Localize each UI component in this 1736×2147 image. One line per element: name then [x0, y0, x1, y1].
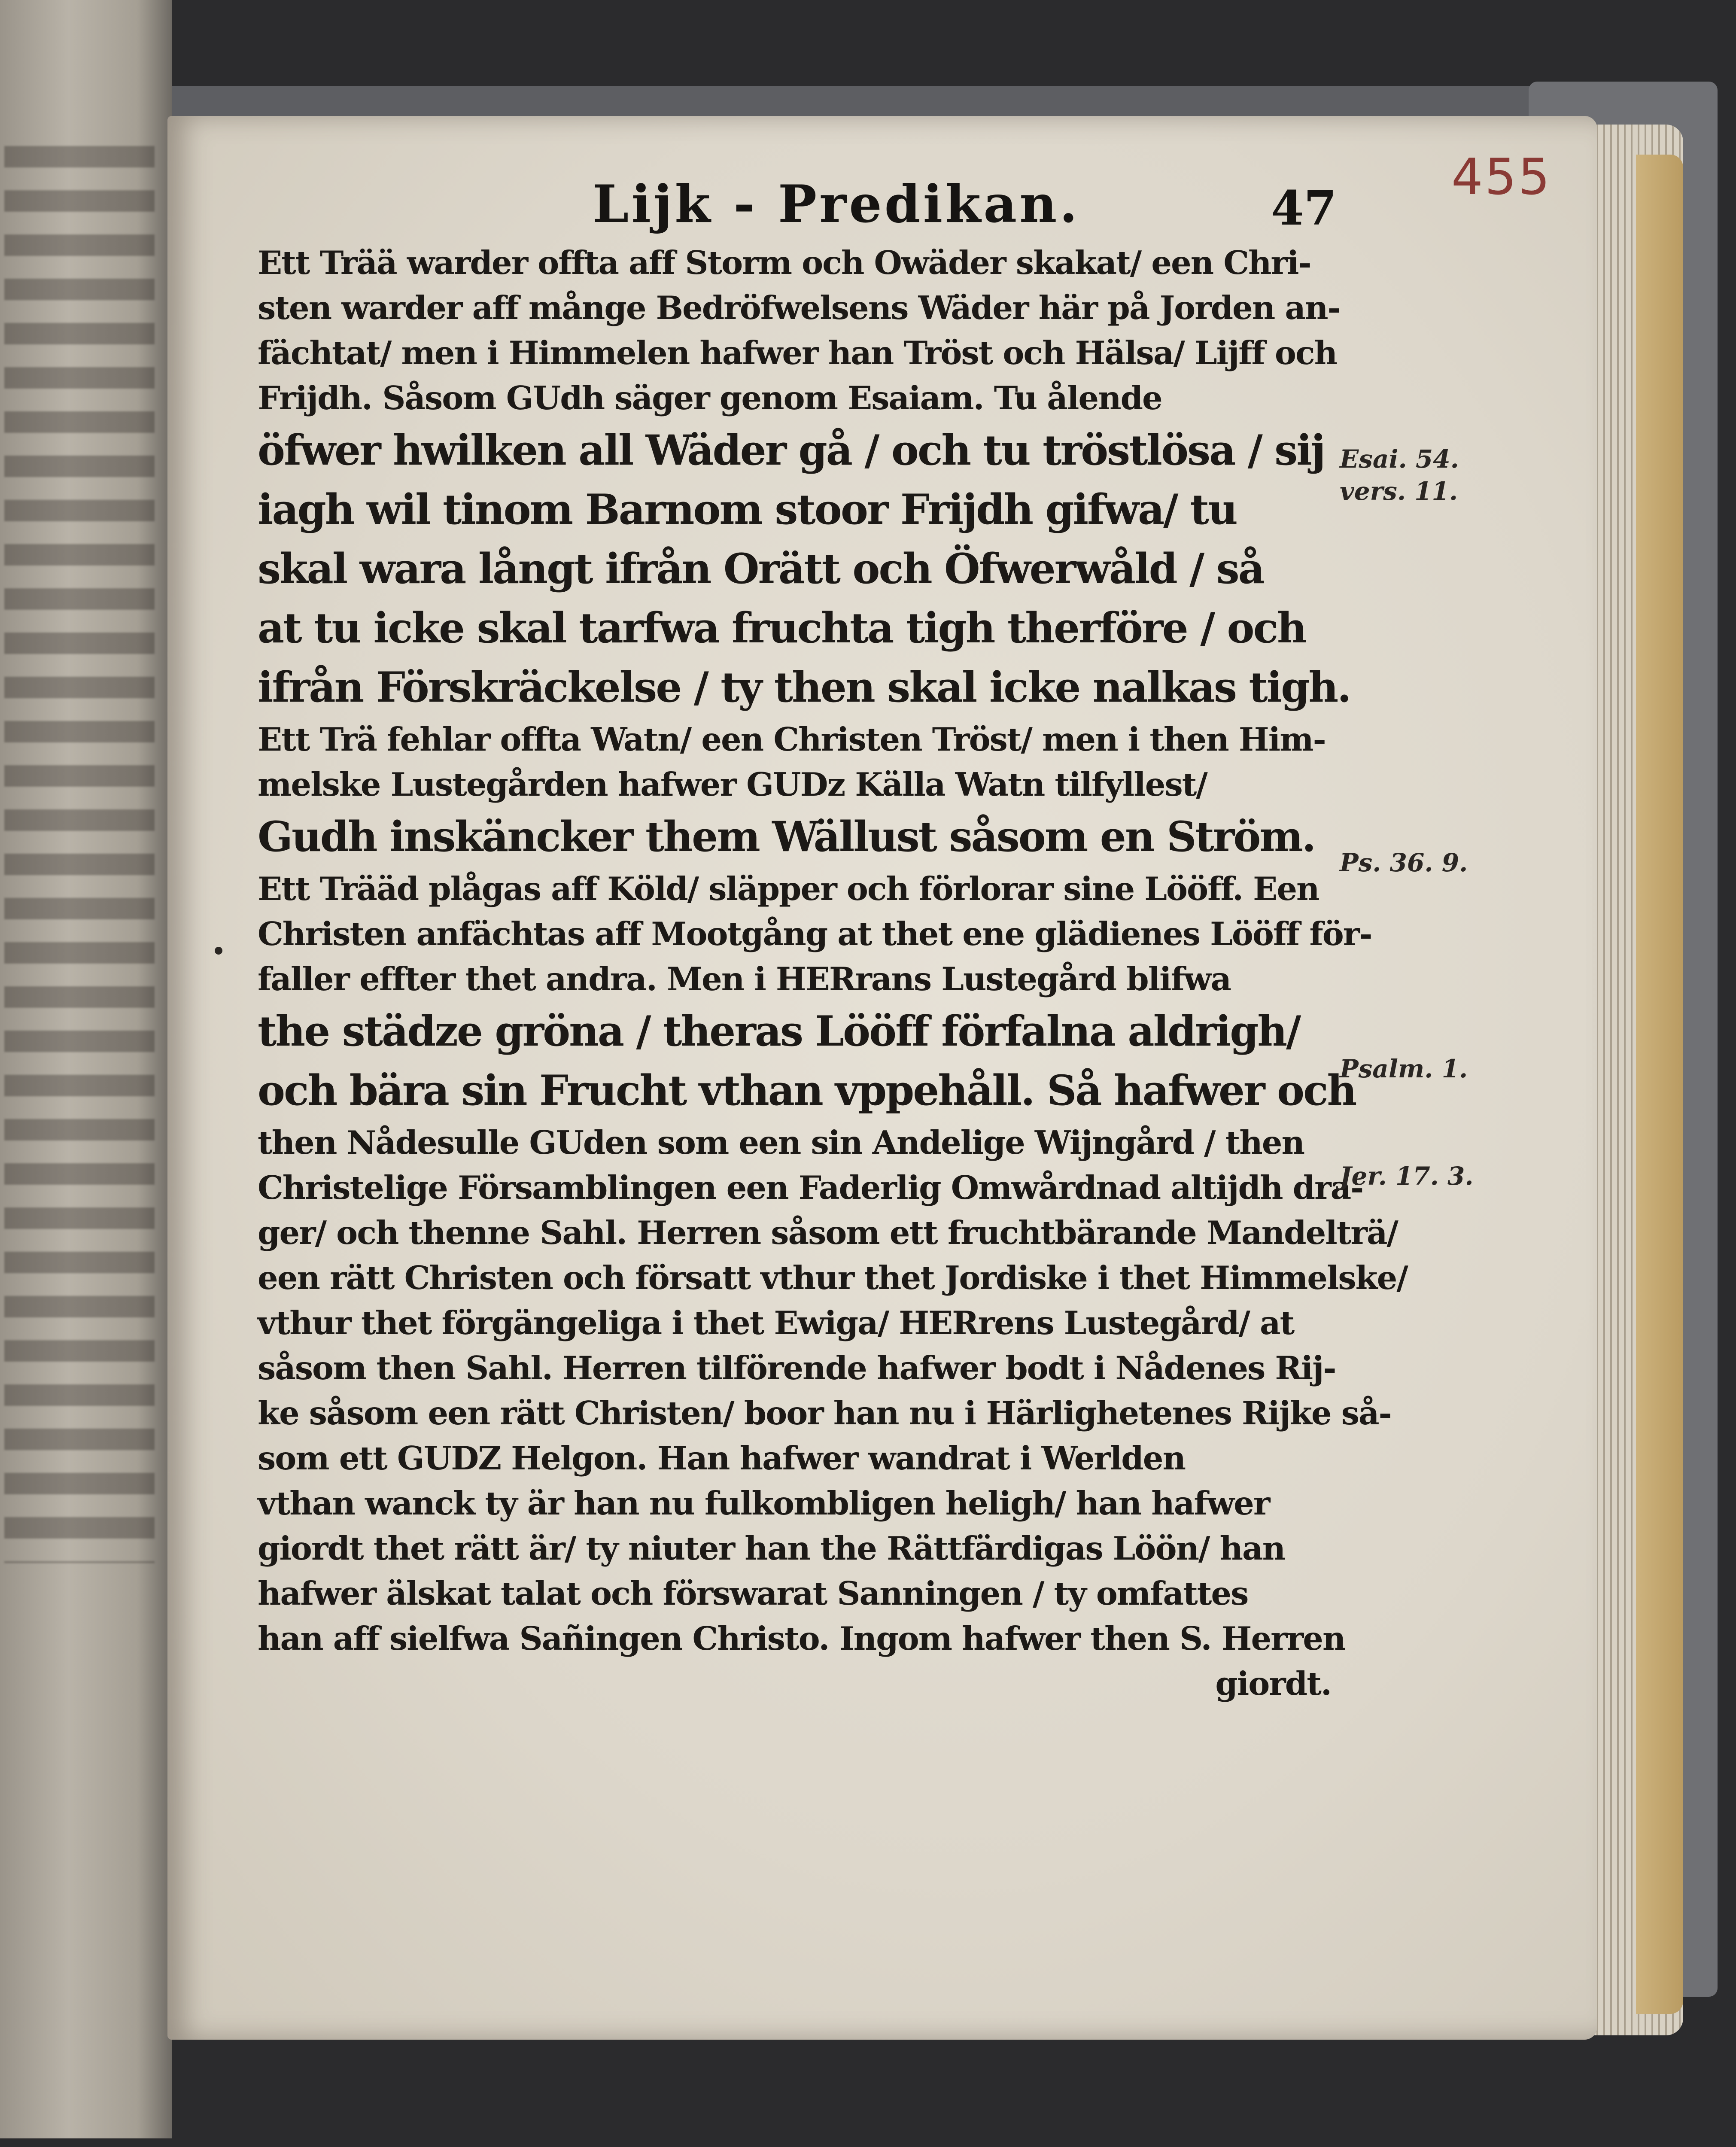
margin-note-vers-11: vers. 11. [1340, 477, 1458, 506]
text-line: vthur thet förgängeliga i thet Ewiga/ HERrens Lustegård/ at [258, 1304, 1294, 1342]
text-line: Frijdh. Såsom GUdh säger genom Esaiam. Tu ålende [258, 379, 1162, 417]
text-line: Christen anfächtas aff Mootgång at thet ene glädienes Lööff för- [258, 915, 1372, 953]
text-line: at tu icke skal tarfwa fruchta tigh therföre / och [258, 604, 1306, 652]
text-line: giordt thet rätt är/ ty niuter han the Rättfärdigas Löön/ han [258, 1530, 1285, 1567]
text-line: een rätt Christen och försatt vthur thet Jordiske i thet Himmelske/ [258, 1259, 1408, 1297]
page-number: 47 [1271, 180, 1337, 236]
text-line: Ett Trääd plågas aff Köld/ släpper och förlorar sine Lööff. Een [258, 870, 1319, 908]
text-line: fächtat/ men i Himmelen hafwer han Tröst och Hälsa/ Lijff och [258, 334, 1337, 372]
text-line: ifrån Förskräckelse / ty then skal icke nalkas tigh. [258, 663, 1350, 712]
margin-dot [215, 947, 222, 955]
text-line: ke såsom een rätt Christen/ boor han nu i Härlighetenes Rijke så- [258, 1394, 1391, 1432]
text-line: Ett Trää warder offta aff Storm och Owäder skakat/ een Chri- [258, 244, 1311, 282]
text-line: giordt. [1215, 1665, 1331, 1703]
running-head: Lijk - Predikan. [593, 174, 1080, 234]
facing-page-left [0, 0, 172, 2138]
text-line: vthan wanck ty är han nu fulkombligen heligh/ han hafwer [258, 1484, 1270, 1522]
folio-number: 455 [1451, 148, 1552, 206]
margin-note-jer-17: Jer. 17. 3. [1340, 1162, 1474, 1191]
text-line: sten warder aff månge Bedröfwelsens Wäder här på Jorden an- [258, 289, 1340, 327]
text-line: faller effter thet andra. Men i HERrans Lustegård blifwa [258, 960, 1231, 998]
margin-note-ps-36: Ps. 36. 9. [1340, 848, 1468, 877]
text-line: Gudh inskäncker them Wällust såsom en Ström. [258, 812, 1315, 861]
text-line: som ett GUDZ Helgon. Han hafwer wandrat i Werlden [258, 1439, 1185, 1477]
margin-note-psalm-1: Psalm. 1. [1340, 1054, 1468, 1083]
facing-page-text-edge [4, 146, 155, 1563]
text-line: iagh wil tinom Barnom stoor Frijdh gifwa/ tu [258, 485, 1237, 534]
text-line: ger/ och thenne Sahl. Herren såsom ett fruchtbärande Mandelträ/ [258, 1214, 1398, 1252]
text-line: skal wara långt ifrån Orätt och Öfwerwåld / så [258, 544, 1264, 593]
text-line: öfwer hwilken all Wäder gå / och tu tröstlösa / sij [258, 426, 1325, 474]
text-line: såsom then Sahl. Herren tilförende hafwer bodt i Nådenes Rij- [258, 1349, 1336, 1387]
text-line: och bära sin Frucht vthan vppehåll. Så hafwer och [258, 1066, 1356, 1115]
page-block-gilt-edge [1636, 155, 1683, 2014]
text-line: Christelige Församblingen een Faderlig Omwårdnad altijdh dra- [258, 1169, 1363, 1207]
text-line: Ett Trä fehlar offta Watn/ een Christen Tröst/ men i then Him- [258, 721, 1326, 758]
text-line: hafwer älskat talat och förswarat Sanningen / ty omfattes [258, 1575, 1248, 1612]
margin-note-esai-54: Esai. 54. [1340, 444, 1459, 474]
text-line: melske Lustegården hafwer GUDz Källa Watn tilfyllest/ [258, 766, 1207, 803]
text-line: then Nådesulle GUden som een sin Andelige Wijngård / then [258, 1124, 1304, 1162]
text-line: han aff sielfwa Sañingen Christo. Ingom hafwer then S. Herren [258, 1620, 1345, 1657]
text-line: the städze gröna / theras Lööff förfalna aldrigh/ [258, 1007, 1300, 1055]
